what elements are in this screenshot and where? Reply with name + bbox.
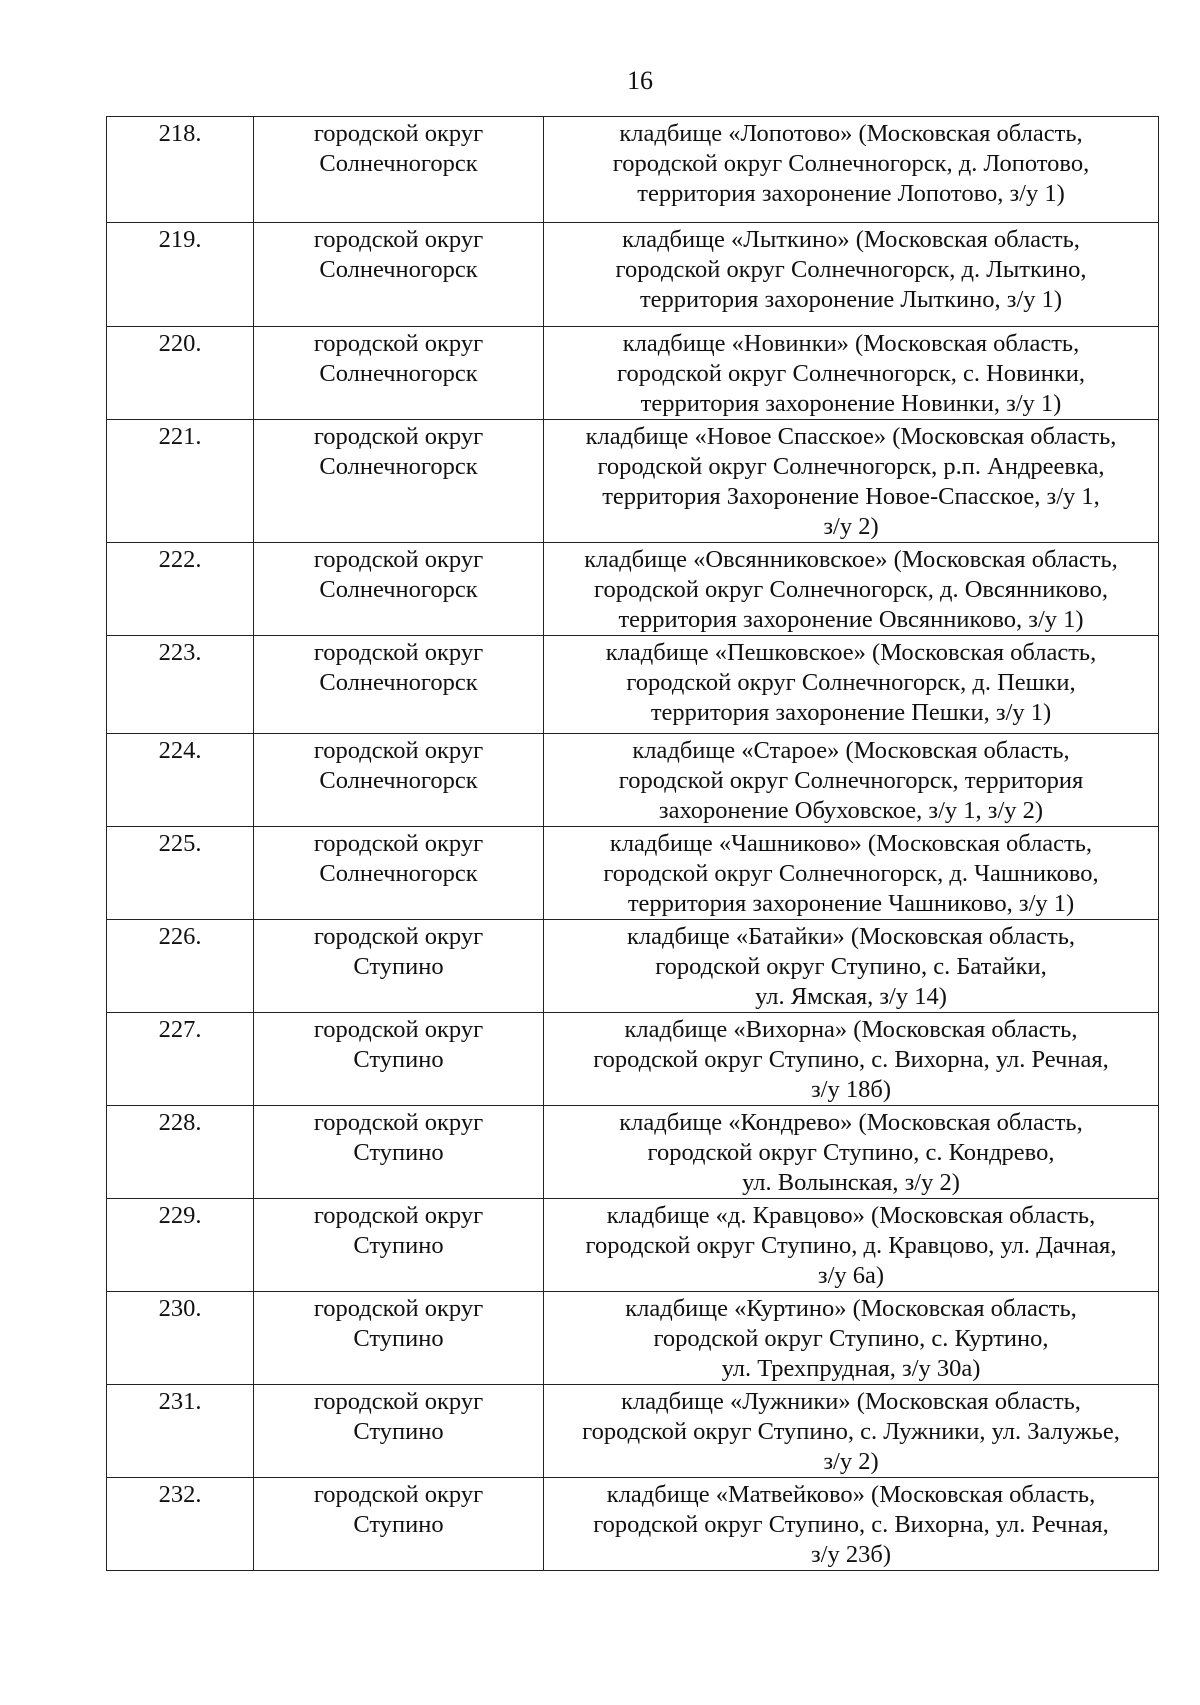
- municipality-line: Ступино: [353, 953, 444, 980]
- municipality-line: городской округ: [313, 1481, 484, 1508]
- table-row: [107, 827, 1159, 920]
- municipality-cell: [254, 1478, 544, 1571]
- municipality-line: городской округ: [313, 423, 484, 450]
- cemetery-address-cell: [544, 734, 1159, 827]
- cemetery-address-line: кладбище «Пешковское» (Московская область,: [605, 639, 1097, 666]
- municipality-cell: [254, 1385, 544, 1478]
- municipality-cell: [254, 223, 544, 327]
- page-number: 16: [627, 66, 653, 95]
- municipality-cell: [254, 1106, 544, 1199]
- cemetery-address-line: городской округ Ступино, с. Лужники, ул. Залужье,: [582, 1418, 1120, 1445]
- row-number-cell: 222.: [107, 543, 254, 636]
- cemetery-address-line: кладбище «Старое» (Московская область,: [632, 737, 1070, 764]
- cemetery-address-cell: [544, 827, 1159, 920]
- cemetery-address-line: кладбище «Новое Спасское» (Московская область,: [585, 423, 1117, 450]
- municipality-line: Солнечногорск: [319, 767, 478, 794]
- table-row: [107, 920, 1159, 1013]
- table-row: [107, 543, 1159, 636]
- cemetery-address-line: городской округ Ступино, с. Вихорна, ул. Речная,: [593, 1046, 1109, 1073]
- cemetery-address-line: территория захоронение Лыткино, з/у 1): [639, 286, 1063, 313]
- cemetery-address-line: з/у 23б): [811, 1541, 891, 1568]
- cemetery-address-cell: [544, 920, 1159, 1013]
- municipality-cell: [254, 1013, 544, 1106]
- cemetery-address-line: кладбище «Новинки» (Московская область,: [622, 330, 1080, 357]
- municipality-cell: [254, 1292, 544, 1385]
- municipality-line: городской округ: [313, 639, 484, 666]
- cemetery-address-line: кладбище «Чашниково» (Московская область,: [609, 830, 1093, 857]
- cemetery-address-line: з/у 18б): [811, 1076, 891, 1103]
- municipality-line: городской округ: [313, 1016, 484, 1043]
- cemetery-address-line: ул. Ямская, з/у 14): [755, 983, 947, 1010]
- table-row: [107, 1199, 1159, 1292]
- cemetery-address-line: з/у 2): [823, 1448, 879, 1475]
- row-number-cell: 221.: [107, 420, 254, 543]
- cemetery-address-line: городской округ Ступино, с. Батайки,: [655, 953, 1047, 980]
- table-row: [107, 636, 1159, 734]
- cemetery-address-cell: [544, 636, 1159, 734]
- row-number-cell: 226.: [107, 920, 254, 1013]
- cemetery-address-line: территория захоронение Новинки, з/у 1): [640, 390, 1062, 417]
- table-row: [107, 1013, 1159, 1106]
- cemetery-address-cell: [544, 1106, 1159, 1199]
- municipality-line: городской округ: [313, 1295, 484, 1322]
- municipality-line: Солнечногорск: [319, 576, 478, 603]
- municipality-line: городской округ: [313, 1109, 484, 1136]
- cemetery-address-line: кладбище «Овсянниковское» (Московская область,: [584, 546, 1118, 573]
- cemetery-address-line: территория захоронение Лопотово, з/у 1): [637, 180, 1065, 207]
- cemetery-address-cell: [544, 1385, 1159, 1478]
- row-number-cell: 229.: [107, 1199, 254, 1292]
- cemetery-address-line: городской округ Солнечногорск, д. Лопотово,: [612, 150, 1090, 177]
- table-row: [107, 420, 1159, 543]
- municipality-line: городской округ: [313, 330, 484, 357]
- municipality-line: Ступино: [353, 1325, 444, 1352]
- table-row: [107, 1478, 1159, 1571]
- municipality-line: Солнечногорск: [319, 360, 478, 387]
- table-row: [107, 1106, 1159, 1199]
- municipality-line: Солнечногорск: [319, 453, 478, 480]
- cemetery-address-line: городской округ Солнечногорск, территория: [618, 767, 1084, 794]
- row-number-cell: 223.: [107, 636, 254, 734]
- cemetery-address-line: кладбище «Кондрево» (Московская область,: [619, 1109, 1083, 1136]
- table-body: [107, 117, 1159, 1571]
- cemetery-address-line: ул. Волынская, з/у 2): [742, 1169, 960, 1196]
- cemetery-address-line: кладбище «Лужники» (Московская область,: [621, 1388, 1081, 1415]
- table-row: [107, 327, 1159, 420]
- cemetery-address-line: территория захоронение Чашниково, з/у 1): [627, 890, 1075, 917]
- municipality-line: городской округ: [313, 120, 484, 147]
- row-number-cell: 230.: [107, 1292, 254, 1385]
- cemetery-address-cell: [544, 420, 1159, 543]
- municipality-cell: [254, 420, 544, 543]
- row-number-cell: 232.: [107, 1478, 254, 1571]
- municipality-line: Ступино: [353, 1418, 444, 1445]
- municipality-line: городской округ: [313, 737, 484, 764]
- municipality-line: городской округ: [313, 226, 484, 253]
- cemetery-address-line: з/у 2): [823, 513, 879, 540]
- municipality-cell: [254, 117, 544, 223]
- cemetery-address-line: кладбище «Лопотово» (Московская область,: [619, 120, 1083, 147]
- row-number-cell: 227.: [107, 1013, 254, 1106]
- municipality-line: городской округ: [313, 1202, 484, 1229]
- cemetery-address-line: городской округ Солнечногорск, с. Новинки,: [617, 360, 1085, 387]
- cemetery-address-line: з/у 6а): [817, 1262, 885, 1289]
- municipality-cell: [254, 543, 544, 636]
- cemetery-address-line: городской округ Ступино, д. Кравцово, ул. Дачная,: [585, 1232, 1117, 1259]
- cemetery-address-line: городской округ Солнечногорск, д. Чашниково,: [603, 860, 1099, 887]
- cemetery-address-line: территория захоронение Овсянниково, з/у 1): [618, 606, 1084, 633]
- municipality-line: Ступино: [353, 1046, 444, 1073]
- cemetery-address-line: захоронение Обуховское, з/у 1, з/у 2): [658, 797, 1044, 824]
- cemetery-address-line: городской округ Солнечногорск, д. Пешки,: [626, 669, 1076, 696]
- municipality-cell: [254, 327, 544, 420]
- cemetery-address-line: кладбище «Лыткино» (Московская область,: [622, 226, 1080, 253]
- cemetery-address-line: городской округ Ступино, с. Куртино,: [653, 1325, 1049, 1352]
- municipality-cell: [254, 1199, 544, 1292]
- municipality-line: Солнечногорск: [319, 150, 478, 177]
- cemetery-address-cell: [544, 327, 1159, 420]
- municipality-line: Ступино: [353, 1139, 444, 1166]
- municipality-line: городской округ: [313, 830, 484, 857]
- cemetery-address-line: городской округ Солнечногорск, д. Лыткино,: [615, 256, 1087, 283]
- cemetery-address-line: кладбище «Вихорна» (Московская область,: [624, 1016, 1078, 1043]
- municipality-line: Солнечногорск: [319, 669, 478, 696]
- cemetery-address-line: городской округ Ступино, с. Кондрево,: [647, 1139, 1055, 1166]
- municipality-line: Ступино: [353, 1511, 444, 1538]
- municipality-line: Солнечногорск: [319, 860, 478, 887]
- cemetery-registry-table: [106, 116, 1159, 1571]
- cemetery-address-cell: [544, 543, 1159, 636]
- row-number-cell: 225.: [107, 827, 254, 920]
- cemetery-address-line: городской округ Ступино, с. Вихорна, ул. Речная,: [593, 1511, 1109, 1538]
- cemetery-address-cell: [544, 117, 1159, 223]
- municipality-cell: [254, 827, 544, 920]
- cemetery-address-line: городской округ Солнечногорск, р.п. Андреевка,: [597, 453, 1105, 480]
- cemetery-address-line: территория захоронение Пешки, з/у 1): [650, 699, 1052, 726]
- municipality-line: городской округ: [313, 546, 484, 573]
- cemetery-address-line: ул. Трехпрудная, з/у 30а): [721, 1355, 981, 1382]
- table-row: [107, 734, 1159, 827]
- row-number-cell: 231.: [107, 1385, 254, 1478]
- row-number-cell: 224.: [107, 734, 254, 827]
- municipality-cell: [254, 734, 544, 827]
- row-number-cell: 228.: [107, 1106, 254, 1199]
- cemetery-address-line: городской округ Солнечногорск, д. Овсянниково,: [594, 576, 1108, 603]
- municipality-line: городской округ: [313, 923, 484, 950]
- cemetery-address-cell: [544, 1292, 1159, 1385]
- cemetery-address-line: кладбище «Куртино» (Московская область,: [625, 1295, 1077, 1322]
- cemetery-address-cell: [544, 1013, 1159, 1106]
- cemetery-address-cell: [544, 223, 1159, 327]
- cemetery-address-line: территория Захоронение Новое-Спасское, з/у 1,: [602, 483, 1100, 510]
- cemetery-address-cell: [544, 1478, 1159, 1571]
- cemetery-address-line: кладбище «Матвейково» (Московская область,: [606, 1481, 1096, 1508]
- row-number-cell: 220.: [107, 327, 254, 420]
- table-row: [107, 117, 1159, 223]
- cemetery-address-line: кладбище «д. Кравцово» (Московская область,: [606, 1202, 1096, 1229]
- cemetery-address-line: кладбище «Батайки» (Московская область,: [626, 923, 1075, 950]
- row-number-cell: 219.: [107, 223, 254, 327]
- cemetery-address-cell: [544, 1199, 1159, 1292]
- table-row: [107, 1292, 1159, 1385]
- municipality-line: Ступино: [353, 1232, 444, 1259]
- table-row: [107, 223, 1159, 327]
- table-row: [107, 1385, 1159, 1478]
- municipality-line: Солнечногорск: [319, 256, 478, 283]
- row-number-cell: 218.: [107, 117, 254, 223]
- municipality-line: городской округ: [313, 1388, 484, 1415]
- municipality-cell: [254, 920, 544, 1013]
- municipality-cell: [254, 636, 544, 734]
